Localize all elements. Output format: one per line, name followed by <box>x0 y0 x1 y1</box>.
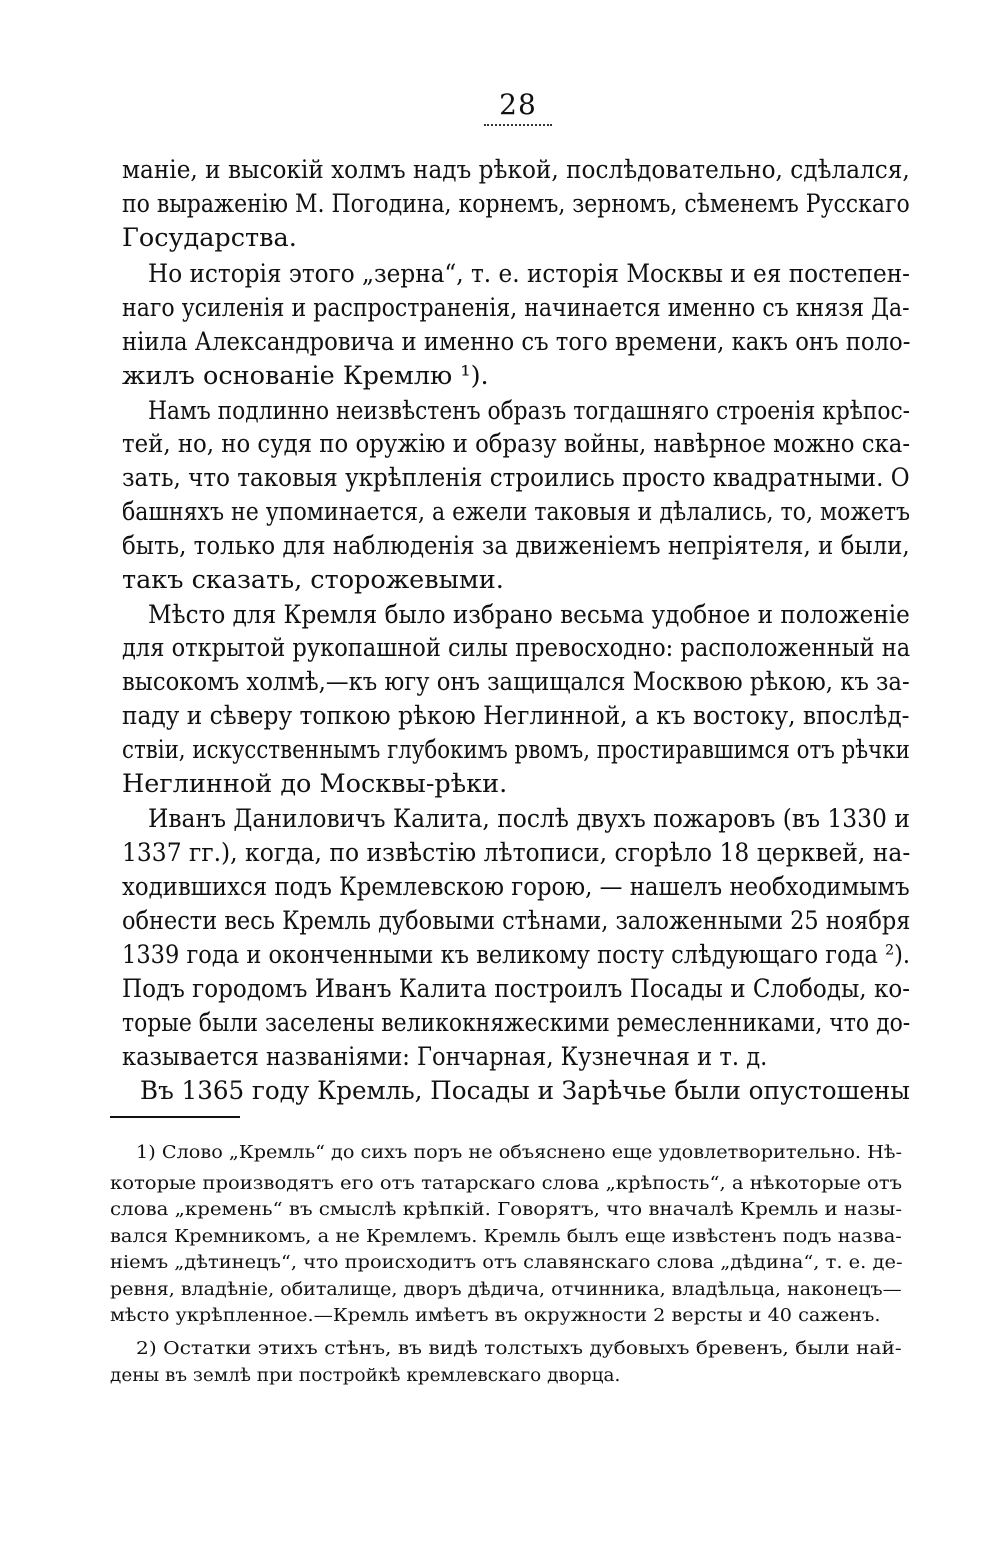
body-line: ствіи, искусственнымъ глубокимъ рвомъ, простиравшимся отъ рѣчки <box>122 735 910 765</box>
body-line: обнести весь Кремль дубовыми стѣнами, заложенными 25 ноября <box>122 906 911 936</box>
body-line: жилъ основаніе Кремлю ¹). <box>122 361 489 391</box>
body-line: Намъ подлинно неизвѣстенъ образъ тогдашняго строенія крѣпос- <box>148 396 911 426</box>
body-line: казывается названіями: Гончарная, Кузнечная и т. д. <box>122 1042 768 1072</box>
body-line: торые были заселены великокняжескими ремесленниками, что до- <box>122 1008 911 1038</box>
footnote-rule <box>110 1116 240 1118</box>
footnote-line: вался Кремникомъ, а не Кремлемъ. Кремль былъ еще извѣстенъ подъ назва- <box>110 1227 902 1247</box>
body-line: 1337 гг.), когда, по извѣстію лѣтописи, сгорѣло 18 церквей, на- <box>122 838 911 868</box>
body-line: ніила Александровича и именно съ того времени, какъ онъ поло- <box>122 327 911 357</box>
footnote-line: которые производятъ его отъ татарскаго слова „крѣпость“, а нѣкоторые отъ <box>110 1174 903 1194</box>
body-line: Иванъ Даниловичъ Калита, послѣ двухъ пожаровъ (въ 1330 и <box>148 804 910 834</box>
body-line: наго усиленія и распространенія, начинается именно съ князя Да- <box>122 293 910 323</box>
body-line: Неглинной до Москвы-рѣки. <box>122 769 508 799</box>
body-line: тей, но, но судя по оружію и образу войны, навѣрное можно ска- <box>122 429 911 459</box>
body-line: Мѣсто для Кремля было избрано весьма удобное и положеніе <box>148 600 910 630</box>
body-line: такъ сказать, сторожевыми. <box>122 565 504 595</box>
body-line: 1339 года и оконченными къ великому посту слѣдующаго года ²). <box>122 940 911 970</box>
page-number: 28 <box>499 88 537 121</box>
footnote-line: слова „кремень“ въ смыслѣ крѣпкій. Говорятъ, что вначалѣ Кремль и назы- <box>110 1200 902 1220</box>
body-line: зать, что таковыя укрѣпленія строились просто квадратными. О <box>122 463 910 493</box>
body-line: Но исторія этого „зерна“, т. е. исторія Москвы и ея постепен- <box>148 259 911 289</box>
body-line: паду и сѣверу топкою рѣкою Неглинной, а къ востоку, впослѣд- <box>122 701 910 731</box>
footnote-line: ревня, владѣніе, обиталище, дворъ дѣдича, отчинника, владѣльца, наконецъ— <box>110 1280 902 1300</box>
footnote-line: мѣсто укрѣпленное.—Кремль имѣетъ въ окружности 2 версты и 40 саженъ. <box>110 1306 881 1326</box>
body-line: по выраженію М. Погодина, корнемъ, зерномъ, сѣменемъ Русскаго <box>122 189 910 219</box>
footnote-line: 1) Слово „Кремль“ до сихъ поръ не объяснено еще удовлетворительно. Нѣ- <box>136 1143 903 1163</box>
body-line: башняхъ не упоминается, а ежели таковыя и дѣлались, то, можетъ <box>122 497 911 527</box>
footnote-line: ніемъ „дѣтинецъ“, что происходитъ отъ славянскаго слова „дѣдина“, т. е. де- <box>110 1253 903 1273</box>
body-line: высокомъ холмѣ,—къ югу онъ защищался Москвою рѣкою, къ за- <box>122 667 910 697</box>
body-line: для открытой рукопашной силы превосходно: расположенный на <box>122 633 911 663</box>
body-line: быть, только для наблюденія за движеніемъ непріятеля, и были, <box>122 531 910 561</box>
page-number-rule <box>484 124 552 126</box>
body-line: Государства. <box>122 223 297 253</box>
body-line: ходившихся подъ Кремлевскою горою, — нашелъ необходимымъ <box>122 872 910 902</box>
footnote-line: дены въ землѣ при постройкѣ кремлевскаго дворца. <box>110 1366 621 1386</box>
footnote-line: 2) Остатки этихъ стѣнъ, въ видѣ толстыхъ дубовыхъ бревенъ, были най- <box>136 1339 902 1359</box>
body-line: Въ 1365 году Кремль, Посады и Зарѣчье были опустошены <box>140 1076 911 1106</box>
body-line: маніе, и высокій холмъ надъ рѣкой, послѣдовательно, сдѣлался, <box>122 155 910 185</box>
body-line: Подъ городомъ Иванъ Калита построилъ Посады и Слободы, ко- <box>122 974 911 1004</box>
